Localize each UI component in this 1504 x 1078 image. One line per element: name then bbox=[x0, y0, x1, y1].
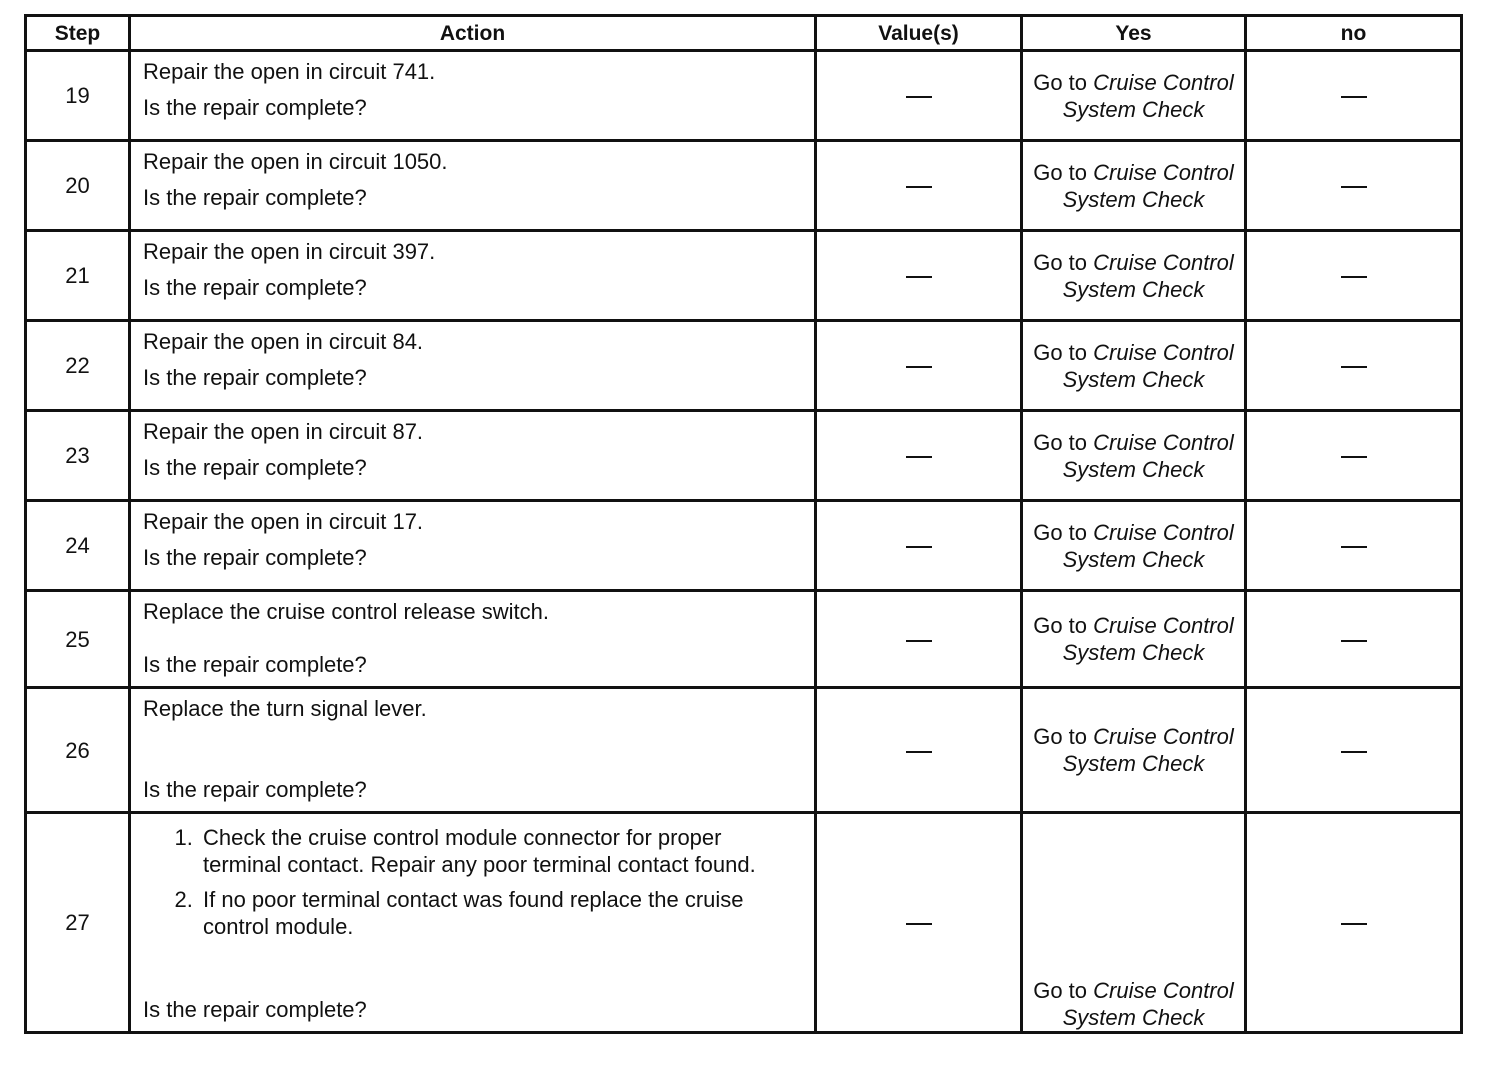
action-instruction: Repair the open in circuit 741. bbox=[143, 59, 436, 84]
dash-mark bbox=[906, 276, 932, 278]
dash-mark bbox=[906, 923, 932, 925]
table-row bbox=[26, 231, 1462, 321]
action-cell bbox=[130, 231, 816, 321]
action-instruction: Repair the open in circuit 87. bbox=[143, 419, 424, 444]
value-cell bbox=[816, 141, 1022, 231]
dash-mark bbox=[1341, 186, 1367, 188]
table-row bbox=[26, 51, 1462, 141]
dash-mark bbox=[1341, 456, 1367, 458]
header-values: Value(s) bbox=[816, 16, 1022, 51]
yes-link[interactable] bbox=[1023, 612, 1244, 666]
yes-link[interactable] bbox=[1023, 519, 1244, 573]
action-step-item: 2. If no poor terminal contact was found replace the cruise control module. bbox=[199, 886, 804, 940]
value-cell bbox=[816, 501, 1022, 591]
table-row bbox=[26, 591, 1462, 688]
table-row bbox=[26, 141, 1462, 231]
value-cell bbox=[816, 411, 1022, 501]
no-cell bbox=[1246, 501, 1462, 591]
no-cell bbox=[1246, 688, 1462, 813]
action-step-list bbox=[143, 824, 804, 948]
yes-link[interactable] bbox=[1023, 159, 1244, 213]
action-cell bbox=[130, 321, 816, 411]
action-question: Is the repair complete? bbox=[143, 365, 367, 390]
yes-target: Cruise Control System Check bbox=[1062, 69, 1234, 122]
dash-mark bbox=[906, 456, 932, 458]
action-cell bbox=[130, 813, 816, 1033]
yes-cell bbox=[1022, 321, 1246, 411]
table-row bbox=[26, 321, 1462, 411]
step-number: 23 bbox=[26, 411, 130, 501]
no-cell bbox=[1246, 411, 1462, 501]
dash-mark bbox=[906, 366, 932, 368]
yes-target: Cruise Control System Check bbox=[1062, 159, 1234, 212]
yes-cell bbox=[1022, 411, 1246, 501]
dash-mark bbox=[1341, 546, 1367, 548]
action-cell bbox=[130, 501, 816, 591]
yes-cell bbox=[1022, 591, 1246, 688]
step-number: 27 bbox=[26, 813, 130, 1033]
yes-prefix: Go to bbox=[1033, 613, 1088, 638]
header-no: no bbox=[1246, 16, 1462, 51]
step-number: 24 bbox=[26, 501, 130, 591]
yes-prefix: Go to bbox=[1033, 69, 1088, 95]
action-question: Is the repair complete? bbox=[143, 185, 367, 210]
value-cell bbox=[816, 231, 1022, 321]
dash-mark bbox=[906, 640, 932, 642]
no-cell bbox=[1246, 813, 1462, 1033]
yes-target: Cruise Control System Check bbox=[1062, 249, 1234, 302]
yes-target: Cruise Control System Check bbox=[1062, 978, 1234, 1030]
action-question: Is the repair complete? bbox=[143, 777, 367, 802]
value-cell bbox=[816, 51, 1022, 141]
action-cell bbox=[130, 411, 816, 501]
yes-cell bbox=[1022, 688, 1246, 813]
value-cell bbox=[816, 688, 1022, 813]
yes-prefix: Go to bbox=[1033, 429, 1088, 455]
action-question: Is the repair complete? bbox=[143, 997, 367, 1022]
action-instruction: Repair the open in circuit 84. bbox=[143, 329, 424, 354]
table-row bbox=[26, 813, 1462, 1033]
yes-link[interactable] bbox=[1023, 339, 1244, 393]
table-row bbox=[26, 688, 1462, 813]
yes-link[interactable] bbox=[1023, 723, 1244, 777]
dash-mark bbox=[1341, 366, 1367, 368]
dash-mark bbox=[1341, 751, 1367, 753]
header-yes: Yes bbox=[1022, 16, 1246, 51]
step-number: 20 bbox=[26, 141, 130, 231]
dash-mark bbox=[1341, 276, 1367, 278]
dash-mark bbox=[1341, 640, 1367, 642]
no-cell bbox=[1246, 591, 1462, 688]
yes-prefix: Go to bbox=[1033, 159, 1088, 185]
action-question: Is the repair complete? bbox=[143, 275, 367, 300]
step-number: 25 bbox=[26, 591, 130, 688]
yes-cell bbox=[1022, 813, 1246, 1033]
action-step-item: 1. Check the cruise control module connector for proper terminal contact. Repair any poor terminal contact found. bbox=[199, 824, 804, 878]
action-instruction: Repair the open in circuit 397. bbox=[143, 239, 436, 264]
yes-target: Cruise Control System Check bbox=[1062, 724, 1234, 776]
no-cell bbox=[1246, 231, 1462, 321]
step-number: 26 bbox=[26, 688, 130, 813]
action-cell bbox=[130, 51, 816, 141]
step-number: 19 bbox=[26, 51, 130, 141]
yes-link[interactable] bbox=[1023, 429, 1244, 483]
header-action: Action bbox=[130, 16, 816, 51]
yes-prefix: Go to bbox=[1033, 724, 1088, 749]
action-question: Is the repair complete? bbox=[143, 652, 367, 677]
dash-mark bbox=[1341, 923, 1367, 925]
action-question: Is the repair complete? bbox=[143, 455, 367, 480]
action-question: Is the repair complete? bbox=[143, 95, 367, 120]
action-instruction: Repair the open in circuit 1050. bbox=[143, 149, 448, 174]
dash-mark bbox=[1341, 96, 1367, 98]
action-cell bbox=[130, 688, 816, 813]
action-instruction: Replace the cruise control release switch. bbox=[143, 599, 549, 624]
yes-target: Cruise Control System Check bbox=[1062, 429, 1234, 482]
yes-prefix: Go to bbox=[1033, 519, 1088, 545]
value-cell bbox=[816, 321, 1022, 411]
table-row bbox=[26, 501, 1462, 591]
value-cell bbox=[816, 813, 1022, 1033]
yes-link[interactable] bbox=[1023, 977, 1244, 1031]
step-number: 21 bbox=[26, 231, 130, 321]
dash-mark bbox=[906, 186, 932, 188]
action-question: Is the repair complete? bbox=[143, 545, 367, 570]
value-cell bbox=[816, 591, 1022, 688]
no-cell bbox=[1246, 51, 1462, 141]
action-instruction: Repair the open in circuit 17. bbox=[143, 509, 424, 534]
yes-prefix: Go to bbox=[1033, 339, 1088, 365]
header-step: Step bbox=[26, 16, 130, 51]
dash-mark bbox=[906, 96, 932, 98]
action-cell bbox=[130, 141, 816, 231]
diagnostic-table bbox=[24, 14, 1463, 1034]
table-row bbox=[26, 411, 1462, 501]
no-cell bbox=[1246, 141, 1462, 231]
yes-link[interactable] bbox=[1023, 69, 1244, 123]
yes-target: Cruise Control System Check bbox=[1062, 339, 1234, 392]
yes-target: Cruise Control System Check bbox=[1062, 519, 1234, 572]
yes-cell bbox=[1022, 51, 1246, 141]
step-number: 22 bbox=[26, 321, 130, 411]
no-cell bbox=[1246, 321, 1462, 411]
yes-prefix: Go to bbox=[1033, 249, 1088, 275]
yes-link[interactable] bbox=[1023, 249, 1244, 303]
table-header-row bbox=[26, 16, 1462, 51]
yes-target: Cruise Control System Check bbox=[1062, 613, 1234, 665]
dash-mark bbox=[906, 546, 932, 548]
yes-cell bbox=[1022, 501, 1246, 591]
action-instruction: Replace the turn signal lever. bbox=[143, 696, 427, 721]
yes-cell bbox=[1022, 231, 1246, 321]
action-cell bbox=[130, 591, 816, 688]
yes-prefix: Go to bbox=[1033, 978, 1088, 1003]
dash-mark bbox=[906, 751, 932, 753]
yes-cell bbox=[1022, 141, 1246, 231]
